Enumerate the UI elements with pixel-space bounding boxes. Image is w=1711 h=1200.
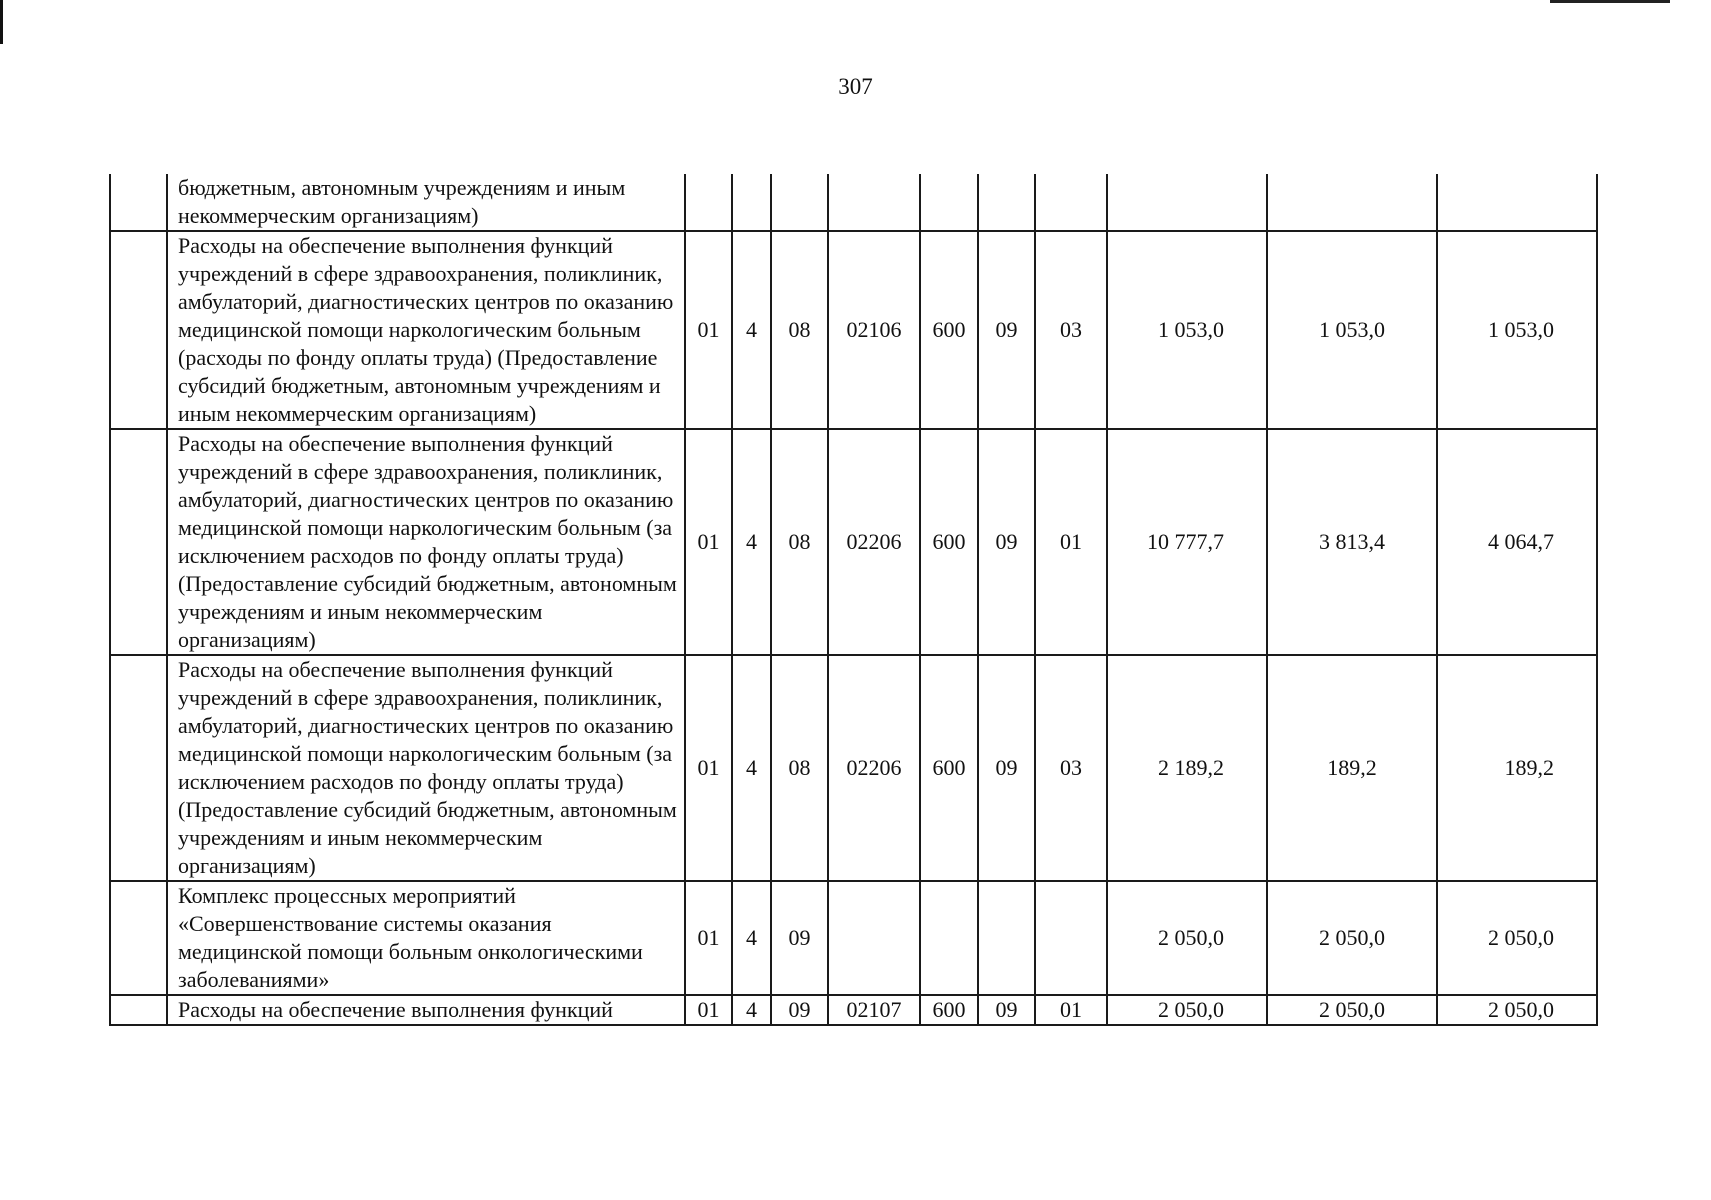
amount-cell	[1437, 174, 1597, 231]
code-cell: 01	[685, 995, 732, 1025]
code-cell: 600	[920, 655, 978, 881]
code-cell: 08	[771, 429, 828, 655]
row-number-cell	[110, 881, 167, 995]
code-cell: 4	[732, 881, 771, 995]
code-cell: 01	[1035, 995, 1107, 1025]
code-cell	[978, 174, 1035, 231]
code-cell: 02107	[828, 995, 920, 1025]
code-cell	[1035, 174, 1107, 231]
amount-cell	[1267, 174, 1437, 231]
table-row	[110, 429, 1597, 655]
code-cell: 4	[732, 231, 771, 429]
amount-cell: 2 050,0	[1107, 881, 1267, 995]
code-cell	[920, 174, 978, 231]
table-row	[110, 174, 1597, 231]
page-number: 307	[838, 74, 873, 99]
amount-cell	[1107, 174, 1267, 231]
scan-edge-mark	[1550, 0, 1670, 3]
row-number-cell	[110, 995, 167, 1025]
amount-cell: 2 050,0	[1267, 881, 1437, 995]
code-cell: 01	[685, 231, 732, 429]
code-cell	[978, 881, 1035, 995]
code-cell: 600	[920, 231, 978, 429]
code-cell	[685, 174, 732, 231]
description-cell: Расходы на обеспечение выполнения функций учреждений в сфере здравоохранения, поликлиник, амбулаторий, диагностических центров по оказанию медицинской помощи наркологическим больным (за исключением расходов по фонду оплаты труда) (Предоставление субсидий бюджетным, автономным учреждениям и иным некоммерческим организациям)	[167, 429, 685, 655]
code-cell: 03	[1035, 231, 1107, 429]
code-cell: 09	[978, 655, 1035, 881]
table-row	[110, 995, 1597, 1025]
code-cell: 08	[771, 655, 828, 881]
description-cell: бюджетным, автономным учреждениям и иным некоммерческим организациям)	[167, 174, 685, 231]
code-cell	[828, 174, 920, 231]
code-cell	[732, 174, 771, 231]
row-number-cell	[110, 655, 167, 881]
description-cell: Комплекс процессных мероприятий «Совершенствование системы оказания медицинской помощи больным онкологическими заболеваниями»	[167, 881, 685, 995]
amount-cell: 2 050,0	[1437, 995, 1597, 1025]
code-cell: 08	[771, 231, 828, 429]
scan-edge-mark	[0, 0, 3, 44]
amount-cell: 3 813,4	[1267, 429, 1437, 655]
code-cell: 09	[978, 429, 1035, 655]
code-cell: 09	[771, 995, 828, 1025]
amount-cell: 4 064,7	[1437, 429, 1597, 655]
row-number-cell	[110, 174, 167, 231]
code-cell: 600	[920, 429, 978, 655]
code-cell	[771, 174, 828, 231]
code-cell: 09	[771, 881, 828, 995]
code-cell: 02206	[828, 429, 920, 655]
code-cell: 600	[920, 995, 978, 1025]
description-cell: Расходы на обеспечение выполнения функций учреждений в сфере здравоохранения, поликлиник, амбулаторий, диагностических центров по оказанию медицинской помощи наркологическим больным (за исключением расходов по фонду оплаты труда) (Предоставление субсидий бюджетным, автономным учреждениям и иным некоммерческим организациям)	[167, 655, 685, 881]
row-number-cell	[110, 429, 167, 655]
amount-cell: 2 050,0	[1267, 995, 1437, 1025]
amount-cell: 189,2	[1267, 655, 1437, 881]
table-row	[110, 881, 1597, 995]
code-cell: 4	[732, 995, 771, 1025]
code-cell: 01	[685, 655, 732, 881]
code-cell: 02206	[828, 655, 920, 881]
row-number-cell	[110, 231, 167, 429]
code-cell: 4	[732, 655, 771, 881]
description-cell: Расходы на обеспечение выполнения функций учреждений в сфере здравоохранения, поликлиник, амбулаторий, диагностических центров по оказанию медицинской помощи наркологическим больным (расходы по фонду оплаты труда) (Предоставление субсидий бюджетным, автономным учреждениям и иным некоммерческим организациям)	[167, 231, 685, 429]
code-cell: 09	[978, 995, 1035, 1025]
code-cell: 02106	[828, 231, 920, 429]
amount-cell: 189,2	[1437, 655, 1597, 881]
code-cell: 01	[685, 429, 732, 655]
amount-cell: 1 053,0	[1107, 231, 1267, 429]
table-row	[110, 655, 1597, 881]
amount-cell: 1 053,0	[1267, 231, 1437, 429]
code-cell: 03	[1035, 655, 1107, 881]
code-cell: 4	[732, 429, 771, 655]
amount-cell: 2 050,0	[1437, 881, 1597, 995]
description-cell: Расходы на обеспечение выполнения функций	[167, 995, 685, 1025]
amount-cell: 1 053,0	[1437, 231, 1597, 429]
code-cell	[920, 881, 978, 995]
code-cell: 09	[978, 231, 1035, 429]
table-row	[110, 231, 1597, 429]
code-cell	[1035, 881, 1107, 995]
code-cell: 01	[1035, 429, 1107, 655]
amount-cell: 2 050,0	[1107, 995, 1267, 1025]
code-cell	[828, 881, 920, 995]
code-cell: 01	[685, 881, 732, 995]
amount-cell: 10 777,7	[1107, 429, 1267, 655]
budget-table	[109, 174, 1598, 1026]
amount-cell: 2 189,2	[1107, 655, 1267, 881]
